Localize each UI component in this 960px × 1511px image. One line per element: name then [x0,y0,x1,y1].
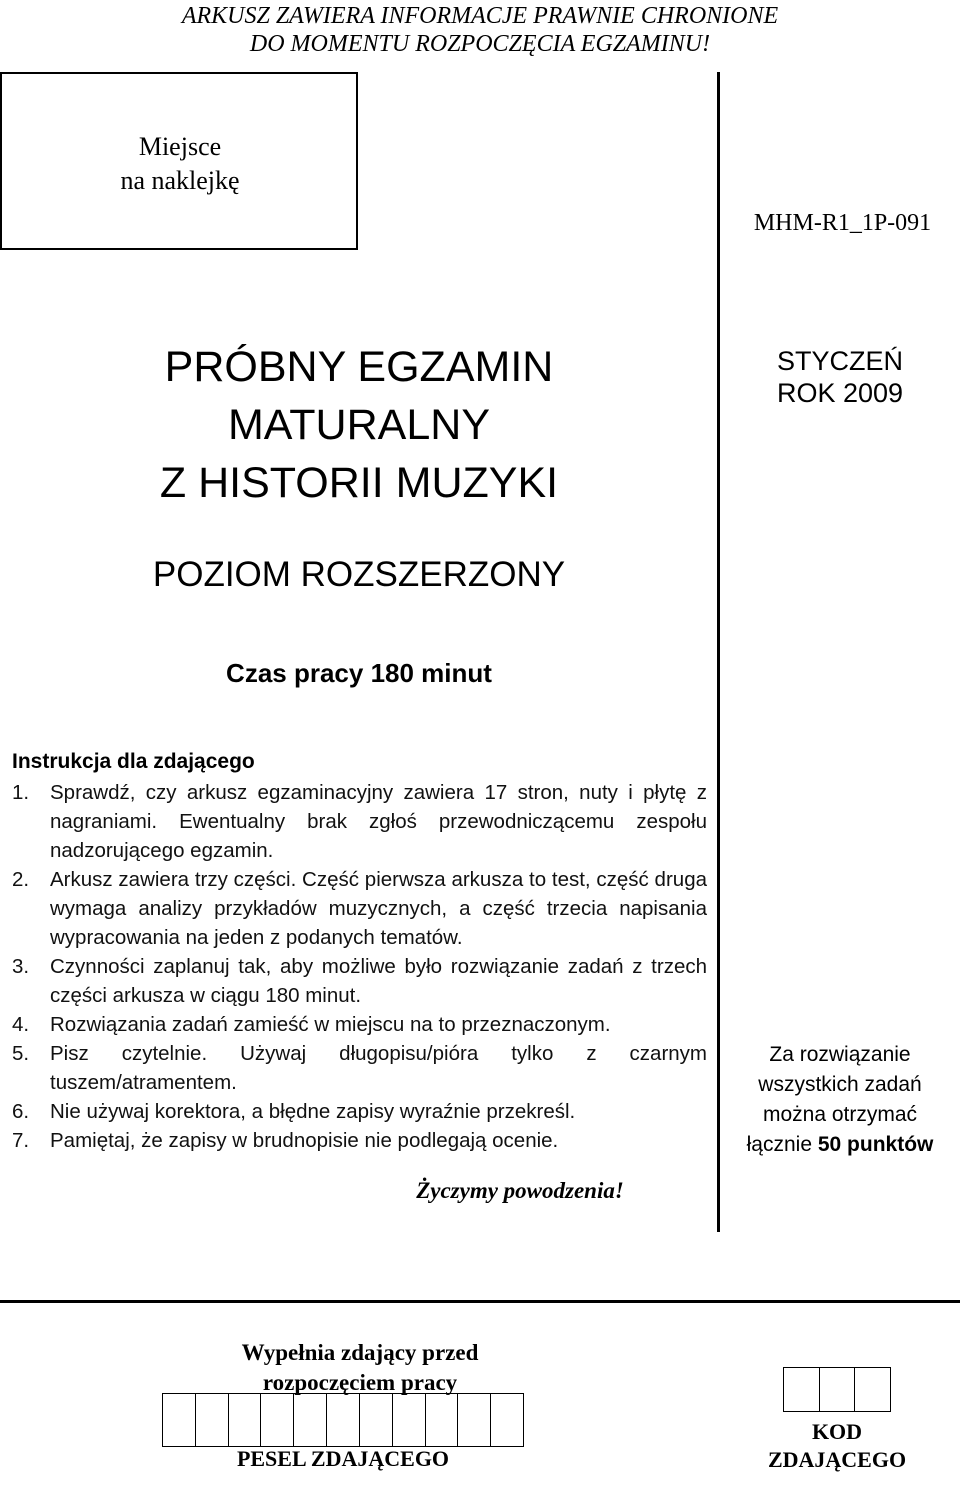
list-item [12,1039,707,1097]
pesel-digit-box[interactable] [293,1393,326,1447]
pesel-digit-box[interactable] [457,1393,490,1447]
kod-label [737,1418,937,1474]
item-text: Nie używaj korektora, a błędne zapisy wyraźnie przekreśl. [50,1100,576,1123]
good-luck-text: Życzymy powodzenia! [416,1178,624,1203]
sticker-label-line: Miejsce [138,132,222,161]
points-line: można otrzymać [762,1103,918,1126]
pesel-label: PESEL ZDAJĄCEGO [236,1446,450,1471]
pesel-digit-box[interactable] [260,1393,293,1447]
list-item [12,1010,707,1039]
item-number: 5. [12,1042,30,1065]
list-item [12,952,707,1010]
pesel-input-boxes[interactable] [162,1393,524,1447]
pesel-digit-box[interactable] [162,1393,195,1447]
item-text: Rozwiązania zadań zamieść w miejscu na to przeznaczonym. [50,1013,611,1036]
item-number: 3. [12,955,30,978]
sticker-label-line: na naklejkę [120,166,240,195]
points-line: Za rozwiązanie [769,1043,911,1066]
exam-date-year: ROK 2009 [776,378,904,408]
list-item [12,865,707,952]
item-text: Arkusz zawiera trzy części. Część pierwsza arkusza to test, część druga wymaga analizy przykładów muzycznych, a część trzecia napisania wypracowania na jeden z podanych tematów. [50,868,707,949]
item-number: 7. [12,1129,30,1152]
exam-title-line: PRÓBNY EGZAMIN [164,343,554,391]
item-text: Czynności zaplanuj tak, aby możliwe było rozwiązanie zadań z trzech części arkusza w ciągu 180 minut. [50,955,707,1007]
points-prefix: łącznie [746,1133,818,1156]
kod-digit-box[interactable] [819,1367,855,1412]
pesel-digit-box[interactable] [425,1393,458,1447]
list-item [12,1126,707,1155]
points-line [720,1130,960,1160]
kod-label-line: ZDAJĄCEGO [767,1447,907,1472]
item-number: 2. [12,868,30,891]
kod-digit-box[interactable] [854,1367,891,1412]
header-notice-line: DO MOMENTU ROZPOCZĘCIA EGZAMINU! [249,31,711,57]
points-line: wszystkich zadań [758,1073,922,1096]
exam-date [720,345,960,409]
kod-digit-box[interactable] [783,1367,819,1412]
exam-duration: Czas pracy 180 minut [226,658,492,688]
fill-before-start-label [180,1338,540,1398]
item-number: 6. [12,1100,30,1123]
instructions-list [12,778,707,1155]
header-notice-line: ARKUSZ ZAWIERA INFORMACJE PRAWNIE CHRONIONE [181,3,779,29]
pesel-digit-box[interactable] [326,1393,359,1447]
pesel-digit-box[interactable] [195,1393,228,1447]
exam-level: POZIOM ROZSZERZONY [152,555,566,594]
points-value: 50 punktów [817,1133,934,1156]
exam-code: MHM-R1_1P-091 [753,210,932,236]
fill-label-line: rozpoczęciem pracy [262,1370,458,1395]
pesel-digit-box[interactable] [228,1393,261,1447]
item-text: Pisz czytelnie. Używaj długopisu/pióra tylko z czarnym tuszem/atramentem. [50,1042,707,1094]
item-text: Sprawdź, czy arkusz egzaminacyjny zawiera 17 stron, nuty i płytę z nagraniami. Ewentualny brak zgłoś przewodniczącemu zespołu nadzorującego egzamin. [50,781,707,862]
pesel-digit-box[interactable] [490,1393,524,1447]
horizontal-divider [0,1300,960,1303]
item-number: 1. [12,781,30,804]
kod-input-boxes[interactable] [783,1367,891,1412]
pesel-digit-box[interactable] [392,1393,425,1447]
exam-title-line: Z HISTORII MUZYKI [159,459,559,507]
points-info [720,1040,960,1160]
exam-title [0,338,718,512]
sticker-label [0,130,360,198]
header-notice [0,2,960,58]
list-item [12,1097,707,1126]
instructions-heading: Instrukcja dla zdającego [12,750,255,773]
exam-title-line: MATURALNY [227,401,490,449]
kod-label-line: KOD [811,1419,863,1444]
list-item [12,778,707,865]
item-text: Pamiętaj, że zapisy w brudnopisie nie podlegają ocenie. [50,1129,559,1152]
fill-label-line: Wypełnia zdający przed [241,1340,479,1365]
exam-date-month: STYCZEŃ [776,346,903,376]
item-number: 4. [12,1013,30,1036]
pesel-digit-box[interactable] [359,1393,392,1447]
